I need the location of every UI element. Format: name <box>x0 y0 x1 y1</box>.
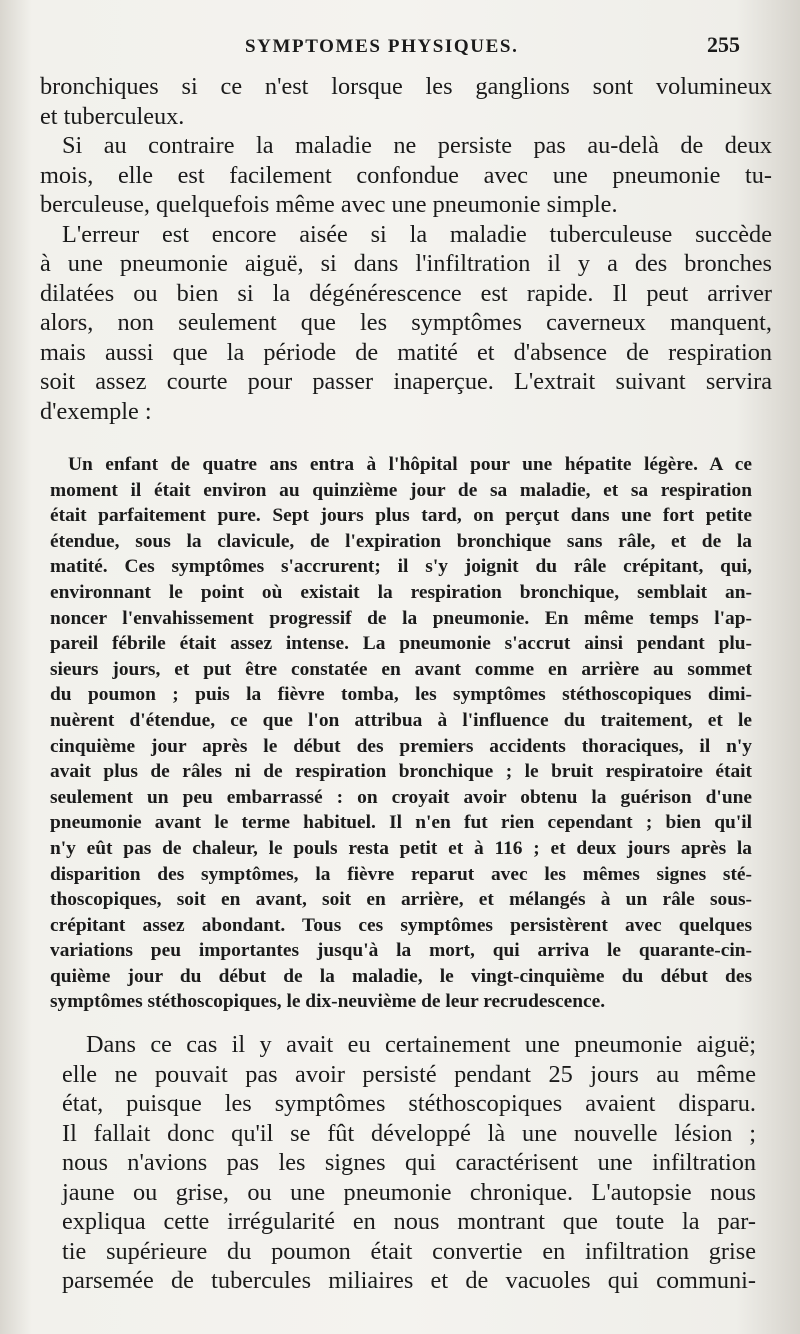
text-line: elle ne pouvait pas avoir persisté pendant 25 jours au même <box>62 1060 756 1088</box>
text-line: tie supérieure du poumon était convertie en infiltration grise <box>62 1237 756 1265</box>
page-number: 255 <box>707 32 740 57</box>
text-line: nous n'avions pas les signes qui caractérisent une infiltration <box>62 1149 756 1176</box>
quote-line: pneumonie avant le terme habituel. Il n'en fut rien cependant ; bien qu'il <box>50 812 752 834</box>
quote-line: thoscopiques, soit en avant, soit en arrière, et mélangés à un râle sous- <box>50 889 752 911</box>
main-text-lower <box>62 1030 756 1296</box>
running-title: SYMPTOMES PHYSIQUES. <box>245 36 519 57</box>
quote-line: noncer l'envahissement progressif de la pneumonie. En même temps l'ap- <box>50 607 752 629</box>
text-line: Si au contraire la maladie ne persiste pas au-delà de deux <box>62 132 772 159</box>
text-line: berculeuse, quelquefois même avec une pneumonie simple. <box>40 191 618 218</box>
quote-line: avait plus de râles ni de respiration bronchique ; le bruit respiratoire était <box>50 761 752 783</box>
text-line: expliqua cette irrégularité en nous montrant que toute la par- <box>62 1208 756 1235</box>
quote-line: du poumon ; puis la fièvre tomba, les symptômes stéthoscopiques dimi- <box>50 684 752 706</box>
paragraph <box>62 1030 756 1296</box>
text-line: à une pneumonie aiguë, si dans l'infiltration il y a des bronches <box>40 250 772 277</box>
quote-line: moment il était environ au quinzième jour de sa maladie, et sa respiration <box>50 479 752 501</box>
quote-line: crépitant assez abondant. Tous ces symptômes persistèrent avec quelques <box>50 914 752 936</box>
quote-line: variations peu importantes jusqu'à la mort, qui arriva le quarante-cin- <box>50 940 752 962</box>
text-line: Il fallait donc qu'il se fût développé là une nouvelle lésion ; <box>62 1119 756 1147</box>
text-line: jaune ou grise, ou une pneumonie chronique. L'autopsie nous <box>62 1178 756 1206</box>
quote-line: pareil fébrile était assez intense. La pneumonie s'accrut ainsi pendant plu- <box>50 633 752 655</box>
quote-line: Un enfant de quatre ans entra à l'hôpital pour une hépatite légère. A ce <box>68 454 752 475</box>
quote-line: n'y eût pas de chaleur, le pouls resta petit et à 116 ; et deux jours après la <box>50 837 752 859</box>
quote-line: était parfaitement pure. Sept jours plus tard, on perçut dans une fort petite <box>50 505 752 527</box>
text-line: Dans ce cas il y avait eu certainement une pneumonie aiguë; <box>86 1031 756 1058</box>
text-line: L'erreur est encore aisée si la maladie tuberculeuse succède <box>62 220 772 248</box>
paragraph <box>40 131 772 220</box>
quote-line: seulement un peu embarrassé : on croyait avoir obtenu la guérison d'une <box>50 786 752 808</box>
quote-line: quième jour du début de la maladie, le vingt-cinquième du début des <box>50 965 752 987</box>
quote-line: matité. Ces symptômes s'accrurent; il s'y joignit du râle crépitant, qui, <box>50 556 752 578</box>
text-line: parsemée de tubercules miliaires et de vacuoles qui communi- <box>62 1267 756 1294</box>
text-line: d'exemple : <box>40 397 152 425</box>
text-line: dilatées ou bien si la dégénérescence est rapide. Il peut arriver <box>40 279 772 307</box>
quote-line: cinquième jour après le début des premiers accidents thoraciques, il n'y <box>50 735 752 757</box>
quote-line: symptômes stéthoscopiques, le dix-neuvième de leur recrudescence. <box>50 991 606 1013</box>
text-line: soit assez courte pour passer inaperçue. L'extrait suivant servira <box>40 368 772 395</box>
text-line: état, puisque les symptômes stéthoscopiques avaient disparu. <box>62 1090 756 1117</box>
quote-line: environnant le point où existait la respiration bronchique, semblait an- <box>50 581 752 603</box>
text-line: mais aussi que la période de matité et d'absence de respiration <box>40 338 772 366</box>
page-header <box>40 32 740 66</box>
paragraph <box>40 220 772 427</box>
text-line: mois, elle est facilement confondue avec une pneumonie tu- <box>40 161 772 189</box>
text-line: et tuberculeux. <box>40 102 185 130</box>
quote-line: sieurs jours, et put être constatée en avant comme en arrière au sommet <box>50 658 752 680</box>
main-text-upper <box>40 72 772 426</box>
quote-line: disparition des symptômes, la fièvre reparut avec les mêmes signes sté- <box>50 863 752 885</box>
text-line: alors, non seulement que les symptômes caverneux manquent, <box>40 309 772 336</box>
paragraph-continued <box>40 72 772 131</box>
case-extract-paragraph <box>50 452 752 1015</box>
case-extract <box>50 452 752 1015</box>
quote-line: étendue, sous la clavicule, de l'expiration bronchique sans râle, et de la <box>50 530 752 552</box>
text-line: bronchiques si ce n'est lorsque les ganglions sont volumineux <box>40 73 772 100</box>
quote-line: nuèrent d'étendue, ce que l'on attribua à l'influence du traitement, et le <box>50 709 752 731</box>
